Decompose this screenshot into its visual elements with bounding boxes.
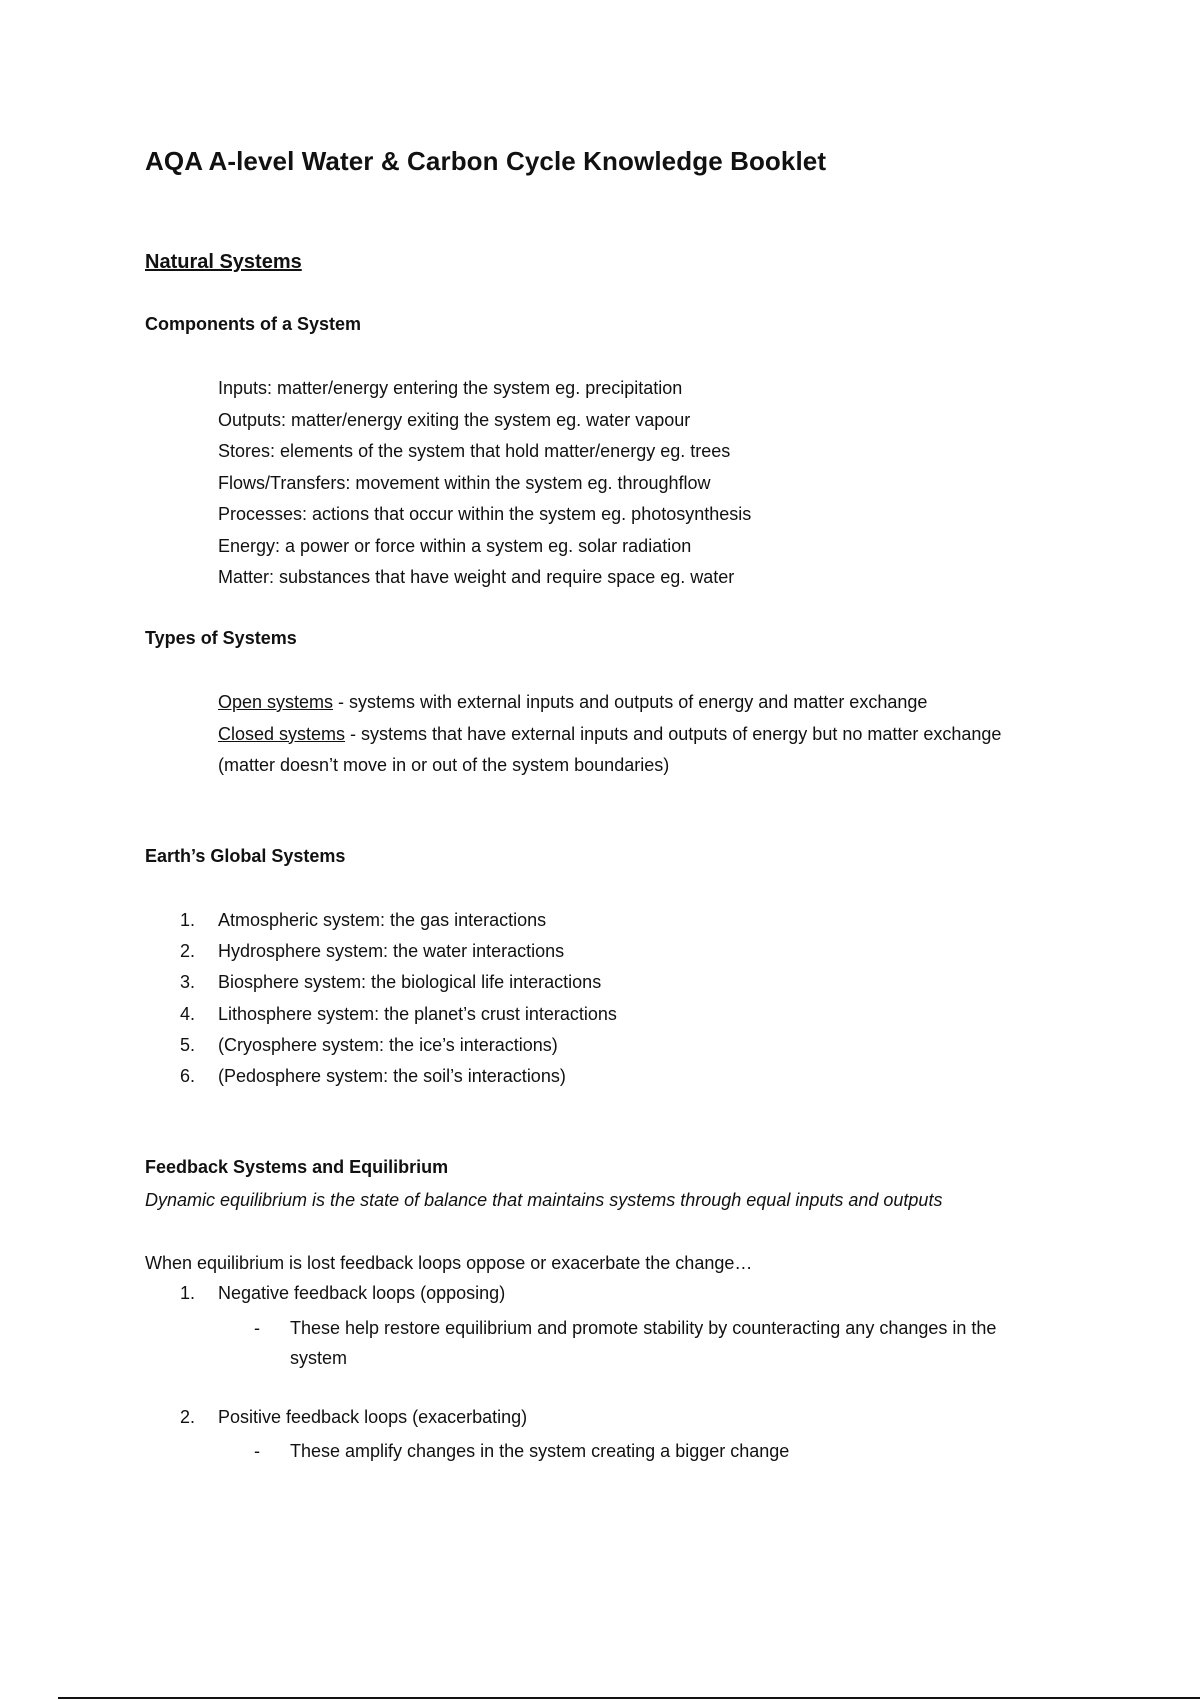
section-heading-natural-systems: Natural Systems [145,251,302,273]
component-inputs: Inputs: matter/energy entering the system eg. precipitation [218,378,683,398]
closed-systems-term: Closed systems [218,723,346,744]
feedback-detail-text: These help restore equilibrium and promote stability by counteracting any changes in the system [290,1318,997,1368]
open-systems-text: - systems with external inputs and outputs of energy and matter exchange [333,692,928,712]
component-energy: Energy: a power or force within a system eg. solar radiation [218,535,692,556]
list-number: 1. [180,910,196,930]
list-text: (Pedosphere system: the soil’s interactions) [218,1066,566,1087]
open-systems-term: Open systems [218,692,334,712]
feedback-label: Negative feedback loops (opposing) [218,1283,506,1303]
component-outputs: Outputs: matter/energy exiting the system eg. water vapour [218,409,691,430]
feedback-intro: When equilibrium is lost feedback loops oppose or exacerbate the change… [145,1253,753,1273]
list-item [145,999,1045,1030]
feedback-detail-text: These amplify changes in the system creating a bigger change [290,1441,790,1461]
list-item [145,936,1045,967]
list-number: 5. [180,1034,196,1055]
list-number: 3. [180,972,196,993]
bottom-rule [58,1697,1200,1699]
dash-bullet: - [254,1441,260,1461]
list-number: 4. [180,1003,196,1024]
list-text: Hydrosphere system: the water interactions [218,941,565,962]
global-systems-list [145,905,1045,1092]
types-list [218,687,1028,782]
component-processes: Processes: actions that occur within the system eg. photosynthesis [218,504,752,524]
equilibrium-definition: Dynamic equilibrium is the state of balance that maintains systems through equal inputs and outputs [145,1190,943,1210]
list-item [145,1061,1045,1092]
list-item [145,1030,1045,1061]
list-text: Biosphere system: the biological life interactions [218,972,602,993]
list-text: Lithosphere system: the planet’s crust interactions [218,1003,617,1024]
open-systems-definition [218,687,1028,719]
components-heading: Components of a System [145,314,362,334]
list-text: (Cryosphere system: the ice’s interactions) [218,1034,558,1055]
list-item [145,905,1045,936]
component-matter: Matter: substances that have weight and require space eg. water [218,567,735,587]
types-heading: Types of Systems [145,628,297,648]
page-title: AQA A-level Water & Carbon Cycle Knowledge Booklet [145,146,827,176]
feedback-detail-positive [254,1436,1044,1466]
components-list [218,373,1038,594]
list-number: 2. [180,941,196,962]
global-systems-heading: Earth’s Global Systems [145,846,346,866]
dash-bullet: - [254,1318,260,1338]
closed-systems-text: - systems that have external inputs and outputs of energy but no matter exchange (matter doesn’t move in or out of the system boundaries) [218,723,1002,775]
feedback-heading: Feedback Systems and Equilibrium [145,1157,449,1177]
feedback-label: Positive feedback loops (exacerbating) [218,1407,528,1427]
list-number: 6. [180,1066,196,1087]
list-number: 1. [180,1283,196,1303]
component-stores: Stores: elements of the system that hold matter/energy eg. trees [218,441,731,461]
feedback-detail-negative [254,1313,1044,1373]
list-number: 2. [180,1407,196,1427]
closed-systems-definition [218,719,1028,782]
list-text: Atmospheric system: the gas interactions [218,910,547,930]
component-flows: Flows/Transfers: movement within the system eg. throughflow [218,472,711,493]
list-item [145,967,1045,998]
